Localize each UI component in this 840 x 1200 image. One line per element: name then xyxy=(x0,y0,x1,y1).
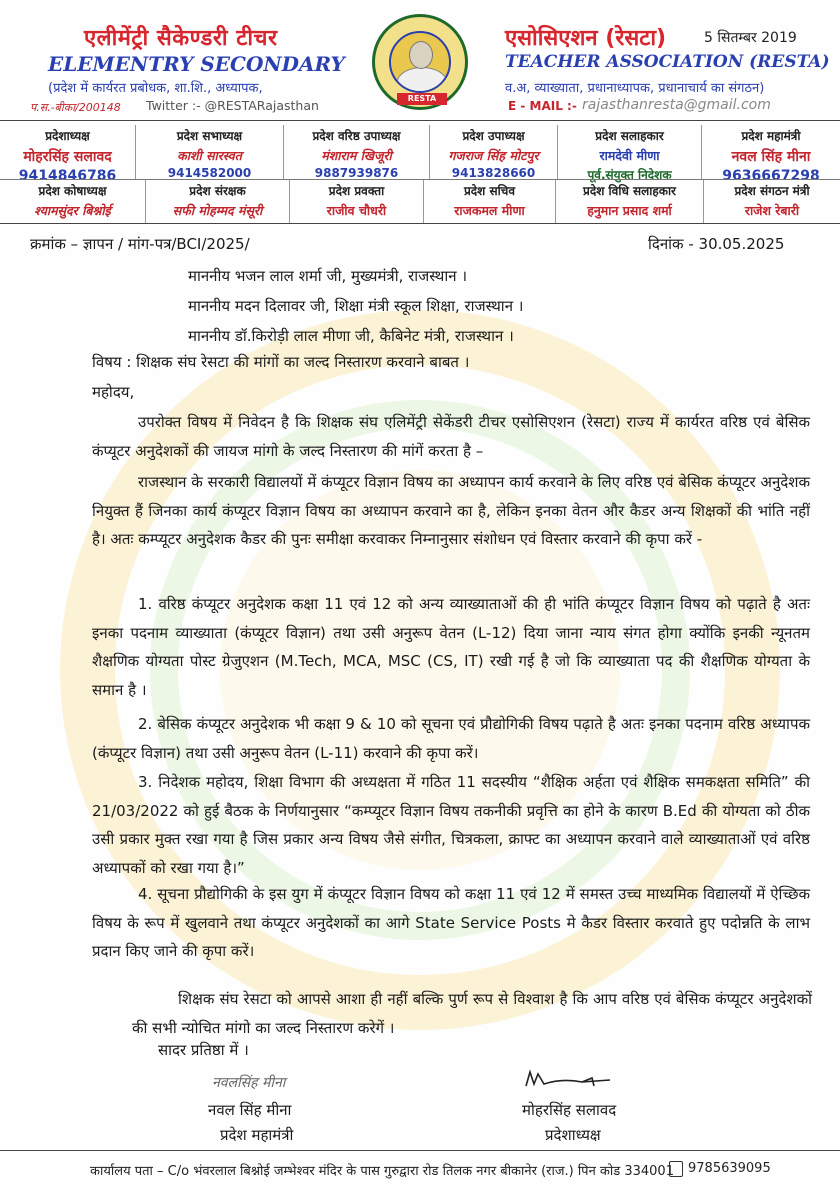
demand-point xyxy=(92,710,810,767)
bearer-cell xyxy=(284,125,430,179)
office-bearers-row-2 xyxy=(0,179,840,223)
bearer-name: मोहरसिंह सलावद xyxy=(23,149,112,165)
signatory-left-name: नवल सिंह मीना xyxy=(208,1101,292,1119)
signatory-right-name: मोहरसिंह सलावद xyxy=(522,1101,617,1119)
bearer-cell xyxy=(556,180,704,223)
bearer-name: मंशाराम खिजूरी xyxy=(321,148,392,163)
bearer-note: पूर्व.संयुक्त निदेशक xyxy=(587,168,672,182)
bearer-cell xyxy=(702,125,840,184)
signatory-right-title: प्रदेशाध्यक्ष xyxy=(545,1126,601,1144)
phone-icon xyxy=(669,1161,683,1177)
bearer-cell xyxy=(136,125,284,179)
bearer-role: प्रदेश सलाहकार xyxy=(595,129,664,143)
bearer-phone: 9413828660 xyxy=(451,166,536,180)
letterhead-header xyxy=(0,0,840,118)
signature-scribble-icon xyxy=(522,1068,612,1090)
org-title-hindi-right: एसोसिएशन (रेसटा) xyxy=(505,26,667,51)
addressee-line: माननीय डॉ.किरोड़ी लाल मीणा जी, कैबिनेट मंत्री, राजस्थान । xyxy=(188,327,514,345)
office-bearers-row-1 xyxy=(0,125,840,184)
org-subline-left: (प्रदेश में कार्यरत प्रबोधक, शा.शि., अध्यापक, xyxy=(48,81,263,96)
office-address: कार्यालय पता – C/o भंवरलाल बिश्नोई जम्भेश्वर मंदिर के पास गुरुद्वारा रोड तिलक नगर बीकानेर (राज.) पिन कोड 334001 xyxy=(90,1164,674,1179)
org-title-english-left: ELEMENTRY SECONDARY xyxy=(48,52,345,76)
office-bearers-table xyxy=(0,120,840,224)
bearer-cell xyxy=(0,180,146,223)
logo-portrait-body xyxy=(397,67,447,93)
bearer-name: राजेश रेबारी xyxy=(744,203,800,218)
registration-number: प.स.-बीका/200148 xyxy=(30,101,121,114)
bearer-role: प्रदेश वरिष्ठ उपाध्यक्ष xyxy=(312,129,401,143)
bearer-cell xyxy=(558,125,702,182)
bearer-cell xyxy=(0,125,136,184)
demand-point xyxy=(92,590,810,704)
addressee-line: माननीय मदन दिलावर जी, शिक्षा मंत्री स्कूल शिक्षा, राजस्थान । xyxy=(188,297,524,315)
signatory-left-title: प्रदेश महामंत्री xyxy=(220,1126,294,1144)
bearer-name: रामदेवी मीणा xyxy=(599,148,660,163)
paragraph-text: उपरोक्त विषय में निवेदन है कि शिक्षक संघ एलिमेंट्री सेकेंडरी टीचर एसोसिएशन (रेसटा) राज्य में कार्यरत वरिष्ठ एवं बेसिक कंप्यूटर अनुदेशकों की जायज मांगो के जल्द निस्तारण की मांगें करता है – xyxy=(92,413,810,460)
bearer-role: प्रदेश सचिव xyxy=(463,184,516,198)
bearer-cell xyxy=(430,125,558,179)
bearer-cell xyxy=(424,180,556,223)
paragraph-text: 3. निदेशक महोदय, शिक्षा विभाग की अध्यक्षता में गठित 11 सदस्यीय “शैक्षिक अर्हता एवं शैक्षिक समकक्षता समिति” की 21/03/2022 को हुई बैठक के निर्णयानुसार “कम्प्यूटर विज्ञान विषय तकनीकी प्रवृत्ति का होने के कारण B.Ed की योग्यता को ठीक उसी प्रकार मुक्त रखा गया है जिस प्रकार अन्य विषय जैसे संगीत, चित्रकला, क्राफ्ट का अध्यापन करवाने वाले व्याख्याताओं एवं वरिष्ठ अध्यापकों को रखा गया है।” xyxy=(92,773,810,877)
bearer-name: नवल सिंह मीना xyxy=(731,149,811,165)
letter-paragraph xyxy=(92,408,810,465)
letter-subject: विषय : शिक्षक संघ रेसटा की मांगों का जल्द निस्तारण करवाने बाबत । xyxy=(92,353,470,371)
bearer-cell xyxy=(290,180,424,223)
org-title-hindi-left: एलीमेंट्री सैकेण्डरी टीचर xyxy=(84,26,278,51)
demand-point xyxy=(92,880,810,966)
bearer-phone: 9414582000 xyxy=(167,166,252,180)
letterhead-footer xyxy=(0,1150,840,1200)
bearer-phone: 9887939876 xyxy=(314,166,399,180)
bearer-phone: 9636667298 xyxy=(722,168,820,184)
bearer-role: प्रदेश कोषाध्यक्ष xyxy=(38,184,107,198)
bearer-role: प्रदेश प्रवक्ता xyxy=(328,184,385,198)
bearer-name: राजकमल मीणा xyxy=(454,203,525,218)
twitter-handle[interactable]: Twitter :- @RESTARajasthan xyxy=(146,98,319,113)
org-title-english-right: TEACHER ASSOCIATION (RESTA) xyxy=(505,52,830,72)
bearer-role: प्रदेश संरक्षक xyxy=(189,184,246,198)
signature-right xyxy=(522,1068,612,1090)
email-address[interactable]: rajasthanresta@gmail.com xyxy=(582,97,771,113)
bearer-name: गजराज सिंह मोटपुर xyxy=(448,148,539,163)
paragraph-text: 1. वरिष्ठ कंप्यूटर अनुदेशक कक्षा 11 एवं 12 को अन्य व्याख्याताओं की ही भांति कंप्यूटर विज्ञान विषय को पढ़ाते है अतः इनका पदनाम व्याख्याता (कंप्यूटर विज्ञान) तथा उसी अनुरूप वेतन (L-12) दिया जाना न्याय संगत होगा क्योंकि इनकी न्यूनतम शैक्षणिक योग्यता पोस्ट ग्रेजुएशन (M.Tech, MCA, MSC (CS, IT) रखी गई है जो कि व्याख्याता पद की शैक्षणिक योग्यता के समान है । xyxy=(92,595,810,699)
bearer-name: हनुमान प्रसाद शर्मा xyxy=(587,203,672,218)
addressee-line: माननीय भजन लाल शर्मा जी, मुख्यमंत्री, राजस्थान । xyxy=(188,267,468,285)
letter-salutation: महोदय, xyxy=(92,383,135,401)
letter-paragraph xyxy=(92,468,810,554)
logo-ribbon: RESTA xyxy=(397,93,447,105)
bearer-name: श्यामसुंदर बिश्नोई xyxy=(34,203,111,218)
letter-reference: क्रमांक – ज्ञापन / मांग-पत्र/BCI/2025/ xyxy=(30,235,250,253)
org-subline-right: व.अ, व्याख्याता, प्रधानाध्यापक, प्रधानाचार्य का संगठन) xyxy=(505,81,765,96)
bearer-cell xyxy=(146,180,290,223)
office-phone[interactable]: 9785639095 xyxy=(688,1161,771,1176)
paragraph-text: 2. बेसिक कंप्यूटर अनुदेशक भी कक्षा 9 & 10 को सूचना एवं प्रौद्योगिकी विषय पढ़ाते है अतः इनका पदनाम वरिष्ठ अध्यापक (कंप्यूटर विज्ञान) तथा उसी अनुरूप वेतन (L-11) करवाने की कृपा करें। xyxy=(92,715,810,762)
bearer-name: राजीव चौधरी xyxy=(326,203,387,218)
paragraph-text: राजस्थान के सरकारी विद्यालयों में कंप्यूटर विज्ञान विषय का अध्यापन कार्य करवाने के लिए वरिष्ठ एवं बेसिक कंप्यूटर अनुदेशक नियुक्त हैं जिनका कार्य कंप्यूटर विज्ञान विषय का अध्यापन करवाने का है, लेकिन इनका वेतन और कैडर अन्य शिक्षकों की भांति नहीं है। अतः कम्प्यूटर अनुदेशक कैडर की पुनः समीक्षा करवाकर निम्नानुसार संशोधन एवं विस्तार करवाने की कृपा करें - xyxy=(92,473,810,548)
bearer-role: प्रदेश सभाध्यक्ष xyxy=(176,129,243,143)
bearer-role: प्रदेश संगठन मंत्री xyxy=(734,184,810,198)
letter-paragraph xyxy=(132,985,812,1042)
bearer-role: प्रदेश उपाध्यक्ष xyxy=(462,129,525,143)
letter-date: दिनांक - 30.05.2025 xyxy=(648,235,785,253)
bearer-name: सफी मोहम्मद मंसूरी xyxy=(172,203,263,218)
org-logo xyxy=(372,14,468,110)
bearer-role: प्रदेश महामंत्री xyxy=(741,129,801,143)
bearer-name: काशी सारस्वत xyxy=(177,148,242,163)
bearer-role: प्रदेशाध्यक्ष xyxy=(45,129,90,143)
bearer-role: प्रदेश विधि सलाहकार xyxy=(583,184,676,198)
email-label: E - MAIL :- xyxy=(508,99,577,113)
letter-closing: सादर प्रतिष्ठा में । xyxy=(158,1041,249,1059)
founding-date: 5 सितम्बर 2019 xyxy=(704,30,797,46)
paragraph-text: शिक्षक संघ रेसटा को आपसे आशा ही नहीं बल्कि पुर्ण रूप से विश्वाश है कि आप वरिष्ठ एवं बेसिक कंप्यूटर अनुदेशकों की सभी न्योचित मांगो का जल्द निस्तारण करेगें । xyxy=(132,990,812,1037)
logo-portrait-face xyxy=(409,41,433,69)
paragraph-text: 4. सूचना प्रौद्योगिकी के इस युग में कंप्यूटर विज्ञान विषय को कक्षा 11 एवं 12 में समस्त उच्च माध्यमिक विद्यालयों में ऐच्छिक विषय के रूप में खुलवाने तथा कंप्यूटर अनुदेशकों का आगे State Service Posts मे कैडर विस्तार करवाते हुए पदोन्नति के लाभ प्रदान किए जाने की कृपा करें। xyxy=(92,885,810,960)
signature-left: नवलसिंह मीना xyxy=(212,1075,286,1091)
bearer-phone: 9414846786 xyxy=(18,168,117,184)
demand-point xyxy=(92,768,810,882)
logo-portrait xyxy=(389,31,451,93)
bearer-cell xyxy=(704,180,840,223)
